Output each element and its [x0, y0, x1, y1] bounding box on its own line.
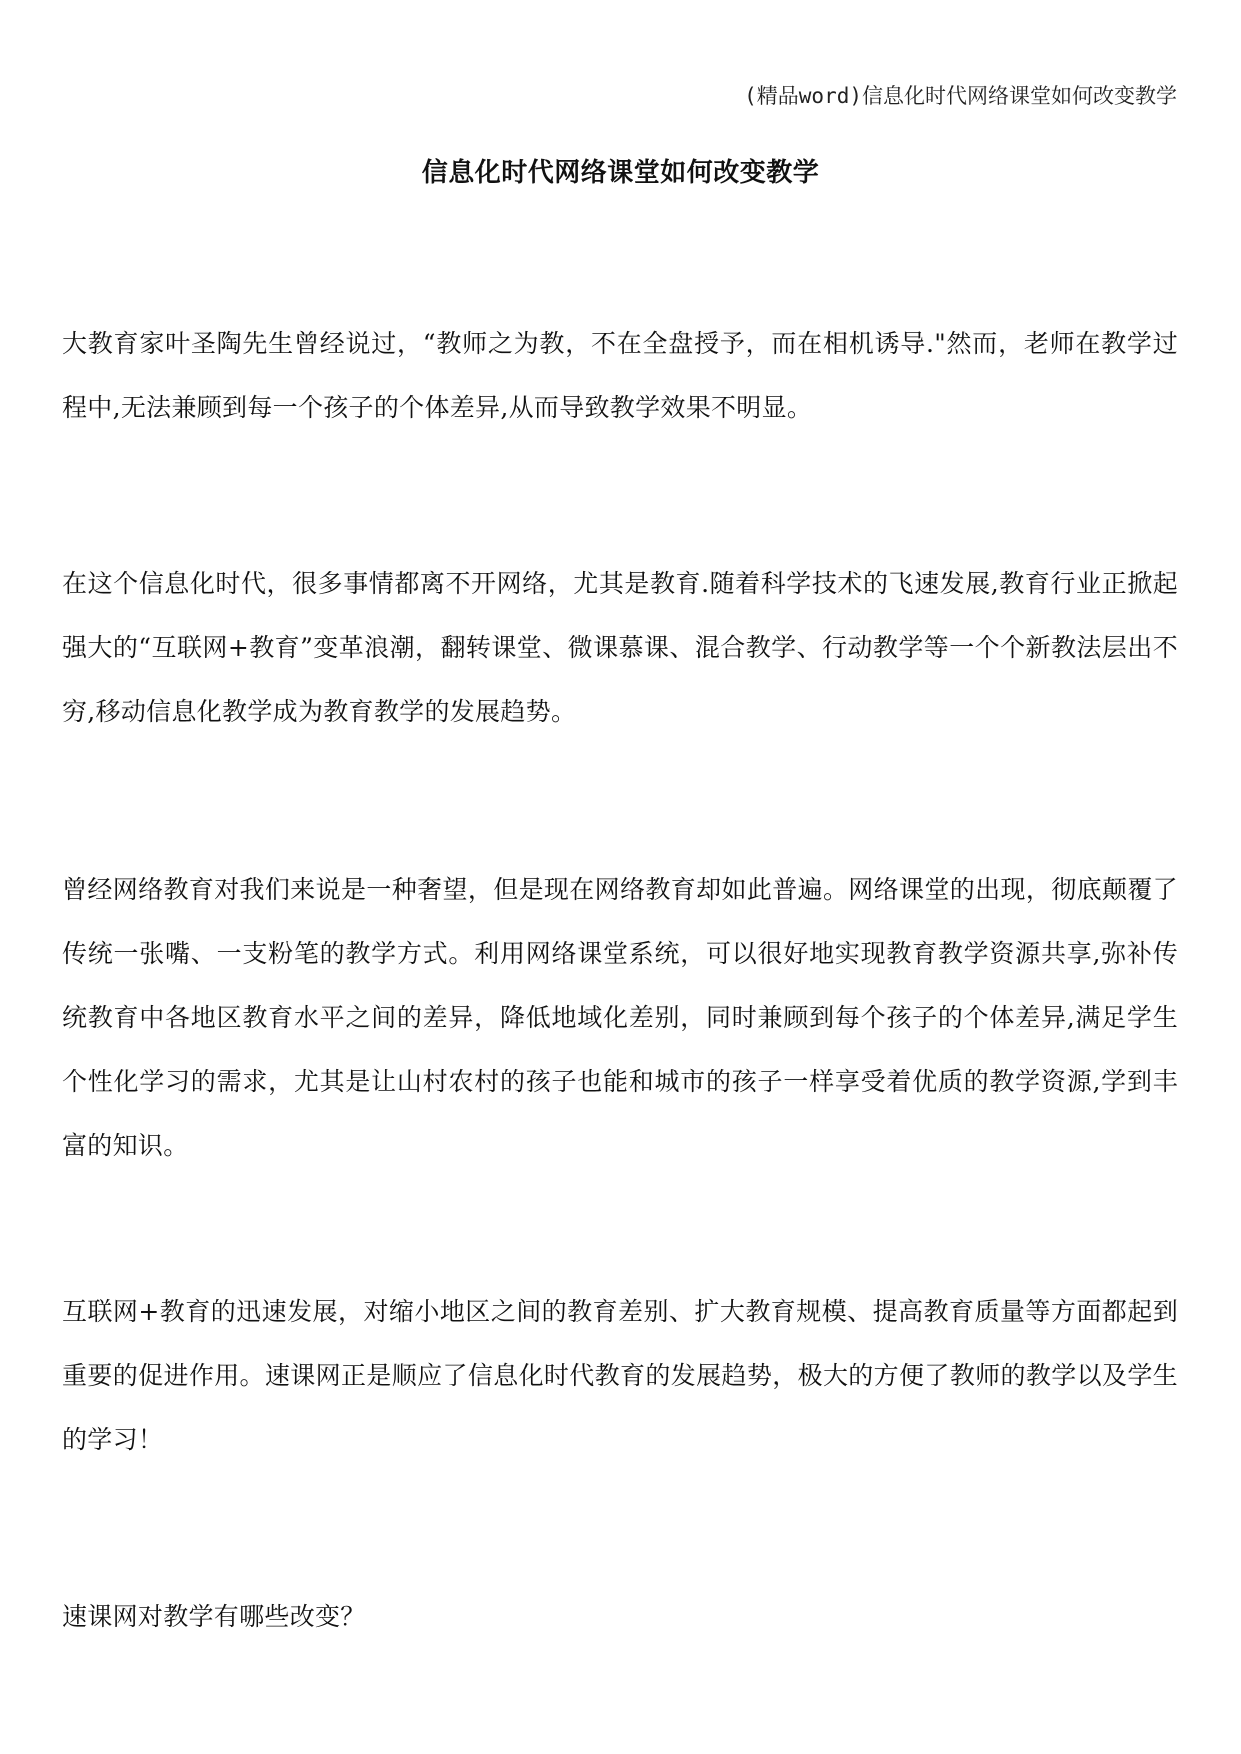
running-header: (精品word)信息化时代网络课堂如何改变教学 — [744, 84, 1177, 108]
paragraph-4: 互联网+教育的迅速发展，对缩小地区之间的教育差别、扩大教育规模、提高教育质量等方面都起到重要的促进作用。速课网正是顺应了信息化时代教育的发展趋势，极大的方便了教师的教学以及学生的学习！ — [62, 1297, 1178, 1454]
paragraph-3: 曾经网络教育对我们来说是一种奢望，但是现在网络教育却如此普遍。网络课堂的出现，彻底颠覆了传统一张嘴、一支粉笔的教学方式。利用网络课堂系统，可以很好地实现教育教学资源共享,弥补传统教育中各地区教育水平之间的差异，降低地域化差别，同时兼顾到每个孩子的个体差异,满足学生个性化学习的需求，尤其是让山村农村的孩子也能和城市的孩子一样享受着优质的教学资源,学到丰富的知识。 — [62, 875, 1178, 1160]
paragraph-1: 大教育家叶圣陶先生曾经说过，“教师之为教，不在全盘授予，而在相机诱导."然而，老师在教学过程中,无法兼顾到每一个孩子的个体差异,从而导致教学效果不明显。 — [62, 329, 1178, 422]
document-title: 信息化时代网络课堂如何改变教学 — [421, 158, 820, 188]
paragraph-2: 在这个信息化时代，很多事情都离不开网络，尤其是教育.随着科学技术的飞速发展,教育行业正掀起强大的“互联网+教育”变革浪潮，翻转课堂、微课慕课、混合教学、行动教学等一个个新教法层出不穷,移动信息化教学成为教育教学的发展趋势。 — [62, 569, 1178, 726]
section-question: 速课网对教学有哪些改变？ — [62, 1602, 366, 1631]
